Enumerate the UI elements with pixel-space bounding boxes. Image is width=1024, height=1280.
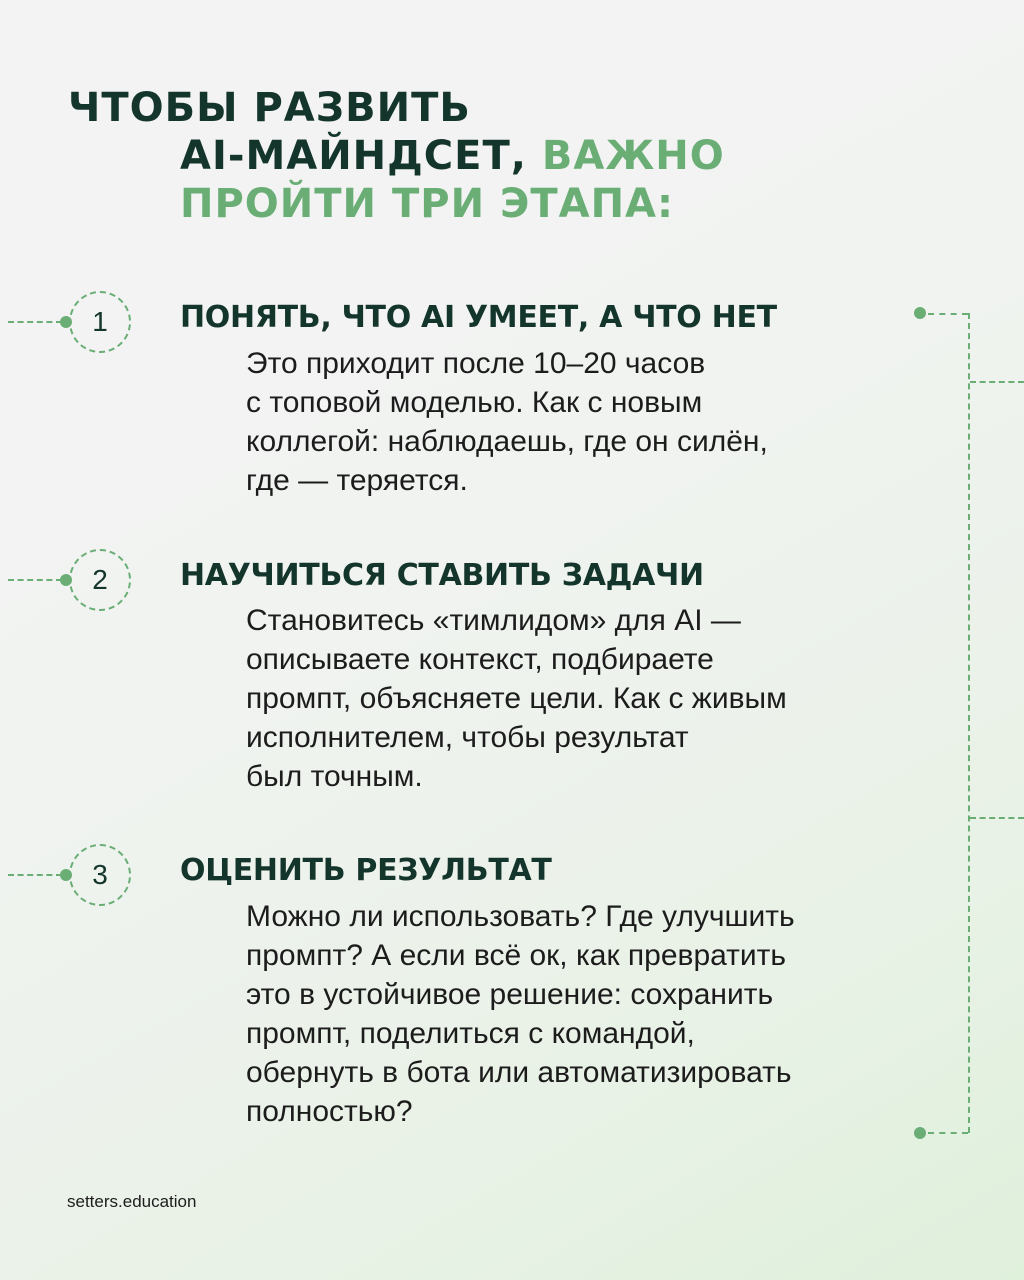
step-number-badge: 3: [69, 844, 131, 906]
headline-accent-1: ВАЖНО: [541, 133, 725, 179]
step-title: ОЦЕНИТЬ РЕЗУЛЬТАТ: [180, 853, 552, 888]
step-number-badge: 2: [69, 549, 131, 611]
bracket-branch-dash: [970, 381, 1024, 383]
headline-line-3: ПРОЙТИ ТРИ ЭТАПА:: [180, 181, 674, 227]
bracket-top-dot-icon: [914, 307, 926, 319]
step-description: Это приходит после 10–20 часов с топовой моделью. Как с новым коллегой: наблюдаешь, где он силён, где — теряется.: [246, 347, 768, 497]
bracket-bottom-dot-icon: [914, 1127, 926, 1139]
footer-site: setters.education: [67, 1192, 197, 1211]
headline-main: AI-МАЙНДСЕТ,: [180, 133, 527, 179]
bracket-top-dash: [928, 313, 968, 315]
bracket-bottom-dash: [928, 1132, 968, 1134]
headline-line-2: [180, 130, 725, 183]
bracket-branch-dash: [970, 817, 1024, 819]
step-connector-dash: [8, 874, 62, 876]
step-connector-dash: [8, 321, 62, 323]
step-number-badge: 1: [69, 291, 131, 353]
headline-line-1: ЧТОБЫ РАЗВИТЬ: [68, 85, 471, 131]
bracket-vertical-dash: [968, 313, 970, 1133]
step-connector-dash: [8, 579, 62, 581]
step-title: НАУЧИТЬСЯ СТАВИТЬ ЗАДАЧИ: [180, 558, 704, 593]
step-description: Становитесь «тимлидом» для AI — описываете контекст, подбираете промпт, объясняете цели. Как с живым исполнителем, чтобы результат был точным.: [246, 604, 787, 793]
step-title: ПОНЯТЬ, ЧТО AI УМЕЕТ, А ЧТО НЕТ: [180, 300, 777, 335]
step-description: Можно ли использовать? Где улучшить промпт? А если всё ок, как превратить это в устойчивое решение: сохранить промпт, поделиться с командой, обернуть в бота или автоматизировать полностью?: [246, 900, 795, 1128]
